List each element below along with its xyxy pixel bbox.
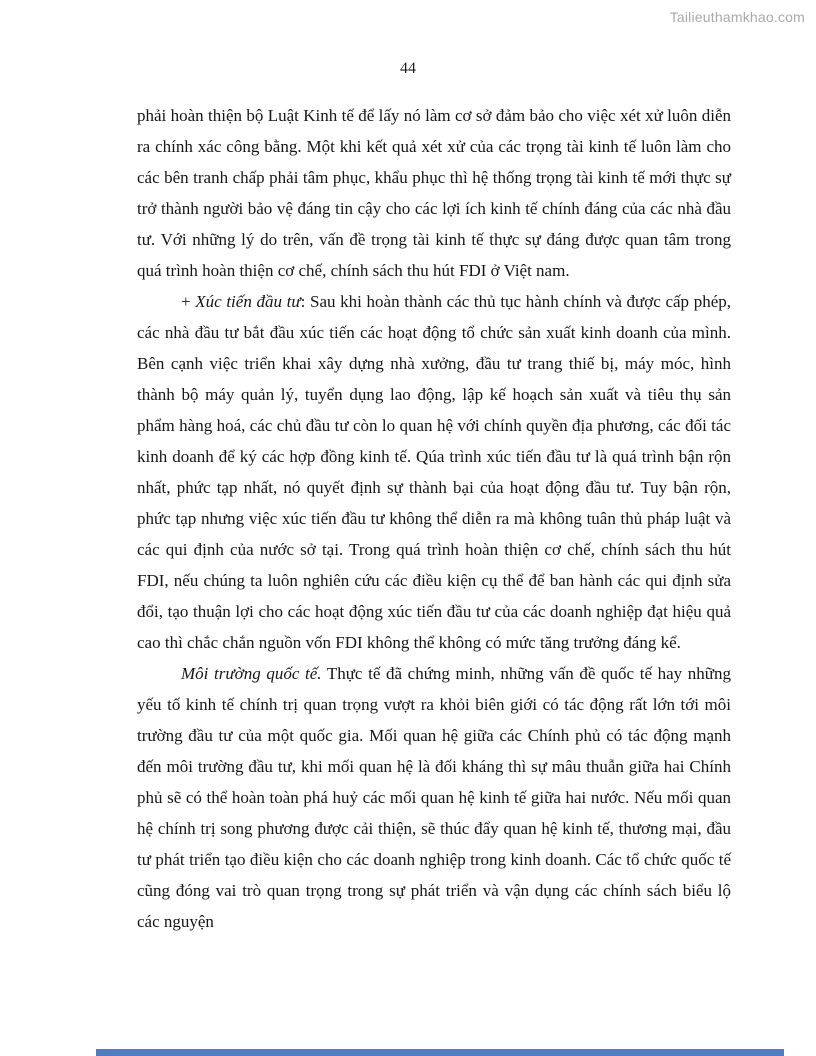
paragraph-2-italic-lead: Xúc tiến đầu tư: [195, 292, 301, 311]
document-body: [137, 100, 731, 937]
paragraph-3: [137, 658, 731, 937]
paragraph-2-prefix: +: [181, 292, 196, 311]
watermark-text: Tailieuthamkhao.com: [669, 9, 805, 25]
paragraph-2-text: : Sau khi hoàn thành các thủ tục hành chính và được cấp phép, các nhà đầu tư bắt đầu xúc tiến các hoạt động tổ chức sản xuất kinh doanh của mình. Bên cạnh việc triển khai xây dựng nhà xưởng, đầu tư trang thiế bị, máy móc, hình thành bộ máy quản lý, tuyển dụng lao động, lập kế hoạch sản xuất và tiêu thụ sản phẩm hàng hoá, các chủ đầu tư còn lo quan hệ với chính quyền địa phương, các đối tác kinh doanh để ký các hợp đồng kinh tế. Qúa trình xúc tiến đầu tư là quá trình bận rộn nhất, phức tạp nhất, nó quyết định sự thành bại của hoạt động đầu tư. Tuy bận rộn, phức tạp nhưng việc xúc tiến đầu tư không thể diễn ra mà không tuân thủ pháp luật và các qui định của nước sở tại. Trong quá trình hoàn thiện cơ chế, chính sách thu hút FDI, nếu chúng ta luôn nghiên cứu các điều kiện cụ thể để ban hành các qui định sửa đổi, tạo thuận lợi cho các hoạt động xúc tiến đầu tư của các doanh nghiệp đạt hiệu quả cao thì chắc chắn nguồn vốn FDI không thể không có mức tăng trưởng đáng kể.: [137, 292, 731, 652]
paragraph-2: [137, 286, 731, 658]
page-number: 44: [400, 60, 416, 77]
footer-highlight-bar: [96, 1049, 784, 1056]
paragraph-1-text: phải hoàn thiện bộ Luật Kinh tế để lấy nó làm cơ sở đảm bảo cho việc xét xử luôn diễn ra chính xác công bằng. Một khi kết quả xét xử của các trọng tài kinh tế luôn làm cho các bên tranh chấp phải tâm phục, khẩu phục thì hệ thống trọng tài kinh tế mới thực sự trở thành người bảo vệ đáng tin cậy cho các lợi ích kinh tế chính đáng của các nhà đầu tư. Với những lý do trên, vấn đề trọng tài kinh tế thực sự đáng được quan tâm trong quá trình hoàn thiện cơ chế, chính sách thu hút FDI ở Việt nam.: [137, 106, 731, 280]
paragraph-3-italic-lead: Môi trường quốc tế.: [181, 664, 322, 683]
paragraph-3-text: Thực tế đã chứng minh, những vấn đề quốc tế hay những yếu tố kinh tế chính trị quan trọng vượt ra khỏi biên giới có tác động rất lớn tới môi trường đầu tư của một quốc gia. Mối quan hệ giữa các Chính phủ có tác động mạnh đến môi trường đầu tư, khi mối quan hệ là đối kháng thì sự mâu thuẫn giữa hai Chính phủ sẽ có thể hoàn toàn phá huỷ các mối quan hệ kinh tế giữa hai nước. Nếu mối quan hệ chính trị song phương được cải thiện, sẽ thúc đẩy quan hệ kinh tế, thương mại, đầu tư phát triển tạo điều kiện cho các doanh nghiệp trong kinh doanh. Các tổ chức quốc tế cũng đóng vai trò quan trọng trong sự phát triển và vận dụng các chính sách biểu lộ các nguyện: [137, 664, 731, 931]
paragraph-1: [137, 100, 731, 286]
